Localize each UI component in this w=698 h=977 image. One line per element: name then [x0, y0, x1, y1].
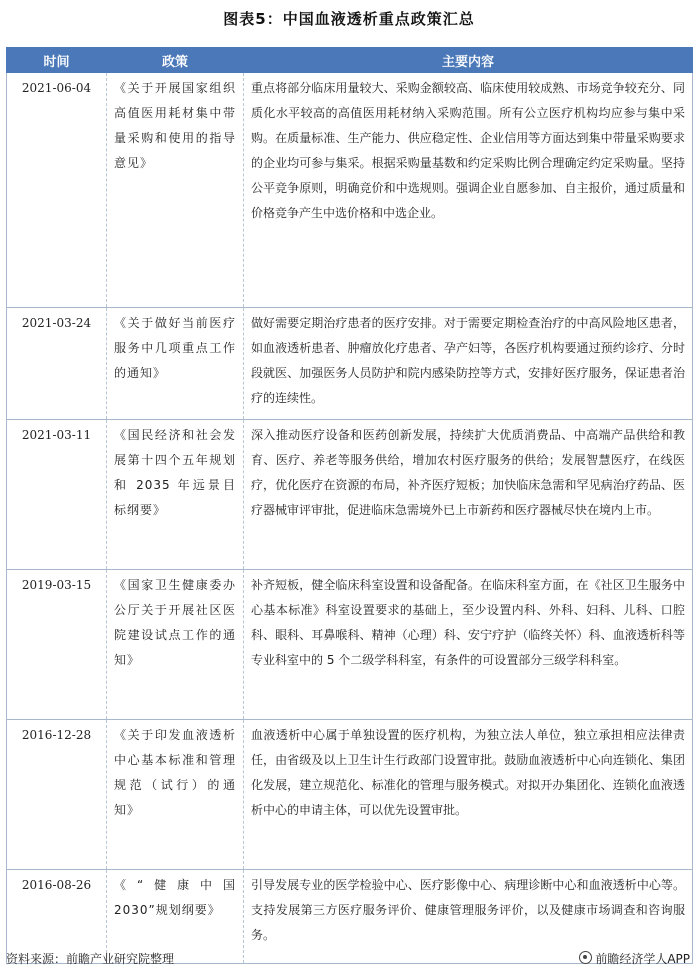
row-date: 2021-03-24	[7, 308, 107, 420]
row-policy: 《关于印发血液透析中心基本标准和管理规范（试行）的通知》	[107, 720, 244, 870]
source-note: 资料来源：前瞻产业研究院整理	[6, 952, 175, 966]
row-date: 2021-03-11	[7, 420, 107, 570]
header-date: 时间	[7, 48, 107, 73]
row-content: 深入推动医疗设备和医药创新发展，持续扩大优质消费品、中高端产品供给和教育、医疗、养老等服务供给，增加农村医疗服务的供给；发展智慧医疗，在线医疗，优化医疗在资源的布局，补齐医疗短板；加快临床急需和罕见病治疗药品、医疗器械审评审批，促进临床急需境外已上市新药和医疗器械尽快在境内上市。	[244, 420, 693, 570]
table-row	[7, 570, 693, 720]
row-content: 引导发展专业的医学检验中心、医疗影像中心、病理诊断中心和血液透析中心等。支持发展第三方医疗服务评价、健康管理服务评价，以及健康市场调查和咨询服务。	[244, 870, 693, 964]
row-date: 2021-06-04	[7, 73, 107, 308]
brand-credit	[579, 950, 690, 967]
row-date: 2016-12-28	[7, 720, 107, 870]
chart-title: 图表5：中国血液透析重点政策汇总	[223, 10, 475, 28]
row-policy: 《国民经济和社会发展第十四个五年规划和 2035 年远景目标纲要》	[107, 420, 244, 570]
table-row	[7, 420, 693, 570]
header-policy: 政策	[107, 48, 244, 73]
row-content: 补齐短板，健全临床科室设置和设备配备。在临床科室方面，在《社区卫生服务中心基本标准》科室设置要求的基础上，至少设置内科、外科、妇科、儿科、口腔科、眼科、耳鼻喉科、精神（心理）科、安宁疗护（临终关怀）科、血液透析科等专业科室中的 5 个二级学科科室，有条件的可设置部分三级学科科室。	[244, 570, 693, 720]
table-row	[7, 308, 693, 420]
row-content: 重点将部分临床用量较大、采购金额较高、临床使用较成熟、市场竞争较充分、同质化水平较高的高值医用耗材纳入采购范围。所有公立医疗机构均应参与集中采购。在质量标准、生产能力、供应稳定性、企业信用等方面达到集中带量采购要求的企业均可参与集采。根据采购量基数和约定采购比例合理确定约定采购量。坚持公平竞争原则，明确竞价和中选规则。强调企业自愿参加、自主报价，通过质量和价格竞争产生中选价格和中选企业。	[244, 73, 693, 308]
row-policy: 《关于做好当前医疗服务中几项重点工作的通知》	[107, 308, 244, 420]
row-date: 2019-03-15	[7, 570, 107, 720]
row-content: 做好需要定期治疗患者的医疗安排。对于需要定期检查治疗的中高风险地区患者，如血液透析患者、肿瘤放化疗患者、孕产妇等，各医疗机构要通过预约诊疗、分时段就医、加强医务人员防护和院内感染防控等方式，安排好医疗服务，保证患者治疗的连续性。	[244, 308, 693, 420]
row-policy: 《国家卫生健康委办公厅关于开展社区医院建设试点工作的通知》	[107, 570, 244, 720]
brand-label: 前瞻经济学人APP	[595, 952, 690, 966]
row-policy: 《关于开展国家组织高值医用耗材集中带量采购和使用的指导意见》	[107, 73, 244, 308]
header-content: 主要内容	[244, 48, 693, 73]
table-header-row	[7, 48, 693, 73]
table-row	[7, 720, 693, 870]
policy-table	[6, 47, 693, 964]
brand-logo-icon	[579, 951, 592, 964]
row-content: 血液透析中心属于单独设置的医疗机构，为独立法人单位，独立承担相应法律责任，由省级及以上卫生计生行政部门设置审批。鼓励血液透析中心向连锁化、集团化发展，建立规范化、标准化的管理与服务模式。对拟开办集团化、连锁化血液透析中心的申请主体，可以优先设置审批。	[244, 720, 693, 870]
row-date: 2016-08-26	[7, 870, 107, 964]
table-row	[7, 73, 693, 308]
row-policy: 《“健康中国 2030”规划纲要》	[107, 870, 244, 964]
